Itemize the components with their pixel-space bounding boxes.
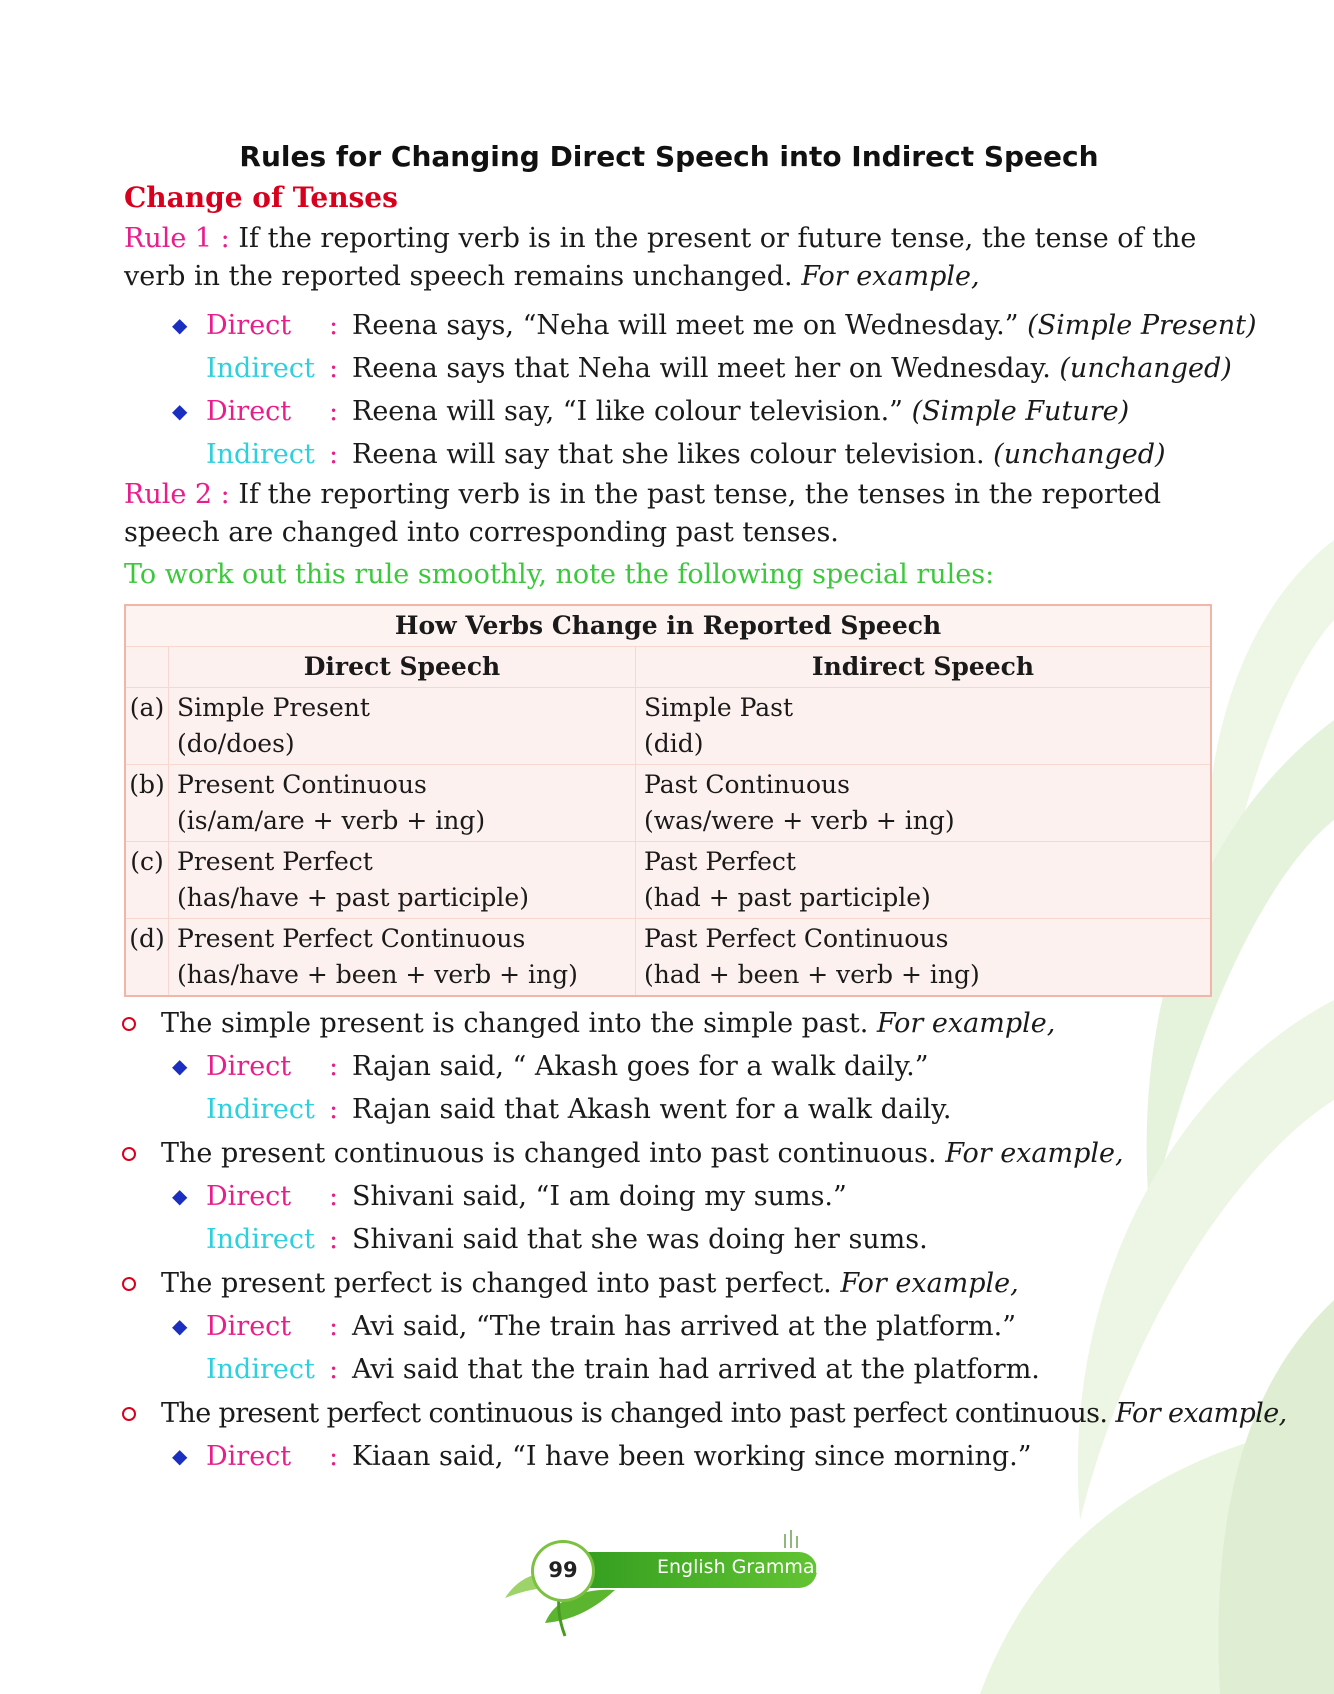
colon: : bbox=[329, 1094, 339, 1125]
direct-tense: Present Perfect bbox=[177, 847, 373, 876]
indirect-tense: Past Perfect bbox=[644, 847, 796, 876]
colon: : bbox=[329, 396, 339, 427]
direct-sentence: Reena says, “Neha will meet me on Wednesday.” bbox=[352, 310, 1019, 341]
indirect-sentence: Shivani said that she was doing her sums. bbox=[352, 1224, 928, 1255]
indirect-tense: Past Continuous bbox=[644, 770, 850, 799]
rule-2-label: Rule 2 : bbox=[124, 479, 230, 510]
indirect-label: Indirect bbox=[206, 1094, 315, 1125]
indirect-label: Indirect bbox=[206, 439, 315, 470]
tense-note: (Simple Present) bbox=[1027, 310, 1257, 341]
point-text: The present perfect is changed into past perfect. bbox=[161, 1268, 832, 1299]
table-row bbox=[125, 842, 1211, 919]
direct-label: Direct bbox=[206, 396, 292, 427]
indirect-form: (had + past participle) bbox=[644, 883, 931, 912]
example-indirect bbox=[124, 1348, 1214, 1391]
table-row bbox=[125, 688, 1211, 765]
for-example-text: For example, bbox=[801, 261, 980, 292]
for-example-text: For example, bbox=[840, 1268, 1019, 1299]
for-example-text: For example, bbox=[945, 1138, 1124, 1169]
diamond-bullet-icon: ◆ bbox=[172, 1314, 188, 1338]
rule-point bbox=[124, 1395, 1287, 1433]
tense-note: (unchanged) bbox=[993, 439, 1166, 470]
direct-tense: Simple Present bbox=[177, 693, 370, 722]
direct-tense: Present Perfect Continuous bbox=[177, 924, 526, 953]
rule-1 bbox=[124, 220, 1214, 296]
circle-bullet-icon bbox=[122, 1147, 136, 1161]
rule-point bbox=[124, 1135, 1214, 1173]
book-title: English Grammar-7 bbox=[657, 1556, 841, 1578]
direct-tense: Present Continuous bbox=[177, 770, 427, 799]
direct-form: (has/have + been + verb + ing) bbox=[177, 960, 578, 989]
indirect-form: (was/were + verb + ing) bbox=[644, 806, 955, 835]
tense-note: (Simple Future) bbox=[911, 396, 1130, 427]
verb-change-table bbox=[124, 604, 1212, 997]
indirect-label: Indirect bbox=[206, 353, 315, 384]
for-example-text: For example, bbox=[1115, 1398, 1287, 1429]
direct-label: Direct bbox=[206, 1311, 292, 1342]
table-row bbox=[125, 919, 1211, 997]
diamond-bullet-icon: ◆ bbox=[172, 1184, 188, 1208]
direct-sentence: Rajan said, “ Akash goes for a walk daily.” bbox=[352, 1051, 929, 1082]
row-letter: (c) bbox=[125, 842, 169, 919]
direct-label: Direct bbox=[206, 310, 292, 341]
example-direct bbox=[124, 1175, 1214, 1218]
point-text: The simple present is changed into the simple past. bbox=[161, 1008, 869, 1039]
for-example-text: For example, bbox=[876, 1008, 1056, 1039]
colon: : bbox=[329, 1441, 339, 1472]
direct-label: Direct bbox=[206, 1441, 292, 1472]
circle-bullet-icon bbox=[122, 1277, 136, 1291]
example-direct bbox=[124, 1305, 1214, 1348]
diamond-bullet-icon: ◆ bbox=[172, 1054, 188, 1078]
diamond-bullet-icon: ◆ bbox=[172, 1444, 188, 1468]
indirect-sentence: Reena says that Neha will meet her on Wednesday. bbox=[352, 353, 1051, 384]
rule-1-label: Rule 1 : bbox=[124, 223, 230, 254]
colon: : bbox=[329, 1311, 339, 1342]
direct-label: Direct bbox=[206, 1181, 292, 1212]
table-header-direct: Direct Speech bbox=[169, 647, 636, 688]
page-number: 99 bbox=[531, 1540, 595, 1602]
point-text: The present continuous is changed into past continuous. bbox=[161, 1138, 937, 1169]
page-heading: Rules for Changing Direct Speech into Indirect Speech bbox=[239, 140, 1099, 173]
indirect-sentence: Reena will say that she likes colour television. bbox=[352, 439, 985, 470]
indirect-tense: Past Perfect Continuous bbox=[644, 924, 949, 953]
point-text: The present perfect continuous is changed into past perfect continuous. bbox=[161, 1398, 1108, 1429]
colon: : bbox=[329, 1354, 339, 1385]
row-letter: (a) bbox=[125, 688, 169, 765]
colon: : bbox=[329, 1051, 339, 1082]
rule-1-text: If the reporting verb is in the present or future tense, the tense of the verb in the reported speech remains unchanged. bbox=[124, 223, 1197, 292]
indirect-sentence: Avi said that the train had arrived at the platform. bbox=[352, 1354, 1040, 1385]
indirect-tense: Simple Past bbox=[644, 693, 794, 722]
tense-note: (unchanged) bbox=[1059, 353, 1232, 384]
row-letter: (b) bbox=[125, 765, 169, 842]
colon: : bbox=[329, 1181, 339, 1212]
direct-sentence: Reena will say, “I like colour television.” bbox=[352, 396, 903, 427]
direct-label: Direct bbox=[206, 1051, 292, 1082]
direct-form: (do/does) bbox=[177, 729, 295, 758]
table-caption: How Verbs Change in Reported Speech bbox=[125, 605, 1211, 647]
example-direct bbox=[124, 1045, 1214, 1088]
circle-bullet-icon bbox=[122, 1407, 136, 1421]
example-direct bbox=[124, 390, 1214, 433]
indirect-label: Indirect bbox=[206, 1354, 315, 1385]
example-direct bbox=[124, 1435, 1214, 1478]
indirect-form: (had + been + verb + ing) bbox=[644, 960, 980, 989]
example-indirect bbox=[124, 1218, 1214, 1261]
example-direct bbox=[124, 304, 1257, 347]
colon: : bbox=[329, 353, 339, 384]
direct-sentence: Avi said, “The train has arrived at the platform.” bbox=[352, 1311, 1017, 1342]
circle-bullet-icon bbox=[122, 1017, 136, 1031]
indirect-sentence: Rajan said that Akash went for a walk daily. bbox=[352, 1094, 952, 1125]
special-rules-note: To work out this rule smoothly, note the following special rules: bbox=[124, 559, 995, 590]
direct-form: (is/am/are + verb + ing) bbox=[177, 806, 486, 835]
section-heading: Change of Tenses bbox=[124, 181, 398, 214]
colon: : bbox=[329, 439, 339, 470]
direct-form: (has/have + past participle) bbox=[177, 883, 529, 912]
example-indirect bbox=[124, 433, 1214, 476]
colon: : bbox=[329, 1224, 339, 1255]
indirect-label: Indirect bbox=[206, 1224, 315, 1255]
row-letter: (d) bbox=[125, 919, 169, 997]
colon: : bbox=[329, 310, 339, 341]
page-content bbox=[124, 140, 1287, 1478]
diamond-bullet-icon: ◆ bbox=[172, 313, 188, 337]
rule-2 bbox=[124, 476, 1214, 552]
table-row bbox=[125, 765, 1211, 842]
diamond-bullet-icon: ◆ bbox=[172, 399, 188, 423]
direct-sentence: Kiaan said, “I have been working since morning.” bbox=[352, 1441, 1032, 1472]
rule-point bbox=[124, 1005, 1214, 1043]
table-header-indirect: Indirect Speech bbox=[636, 647, 1212, 688]
example-indirect bbox=[124, 1088, 1214, 1131]
rule-point bbox=[124, 1265, 1214, 1303]
example-indirect bbox=[124, 347, 1232, 390]
page-footer bbox=[485, 1528, 840, 1638]
rule-2-text: If the reporting verb is in the past tense, the tenses in the reported speech are changed into corresponding past tenses. bbox=[124, 479, 1162, 548]
direct-sentence: Shivani said, “I am doing my sums.” bbox=[352, 1181, 847, 1212]
indirect-form: (did) bbox=[644, 729, 704, 758]
